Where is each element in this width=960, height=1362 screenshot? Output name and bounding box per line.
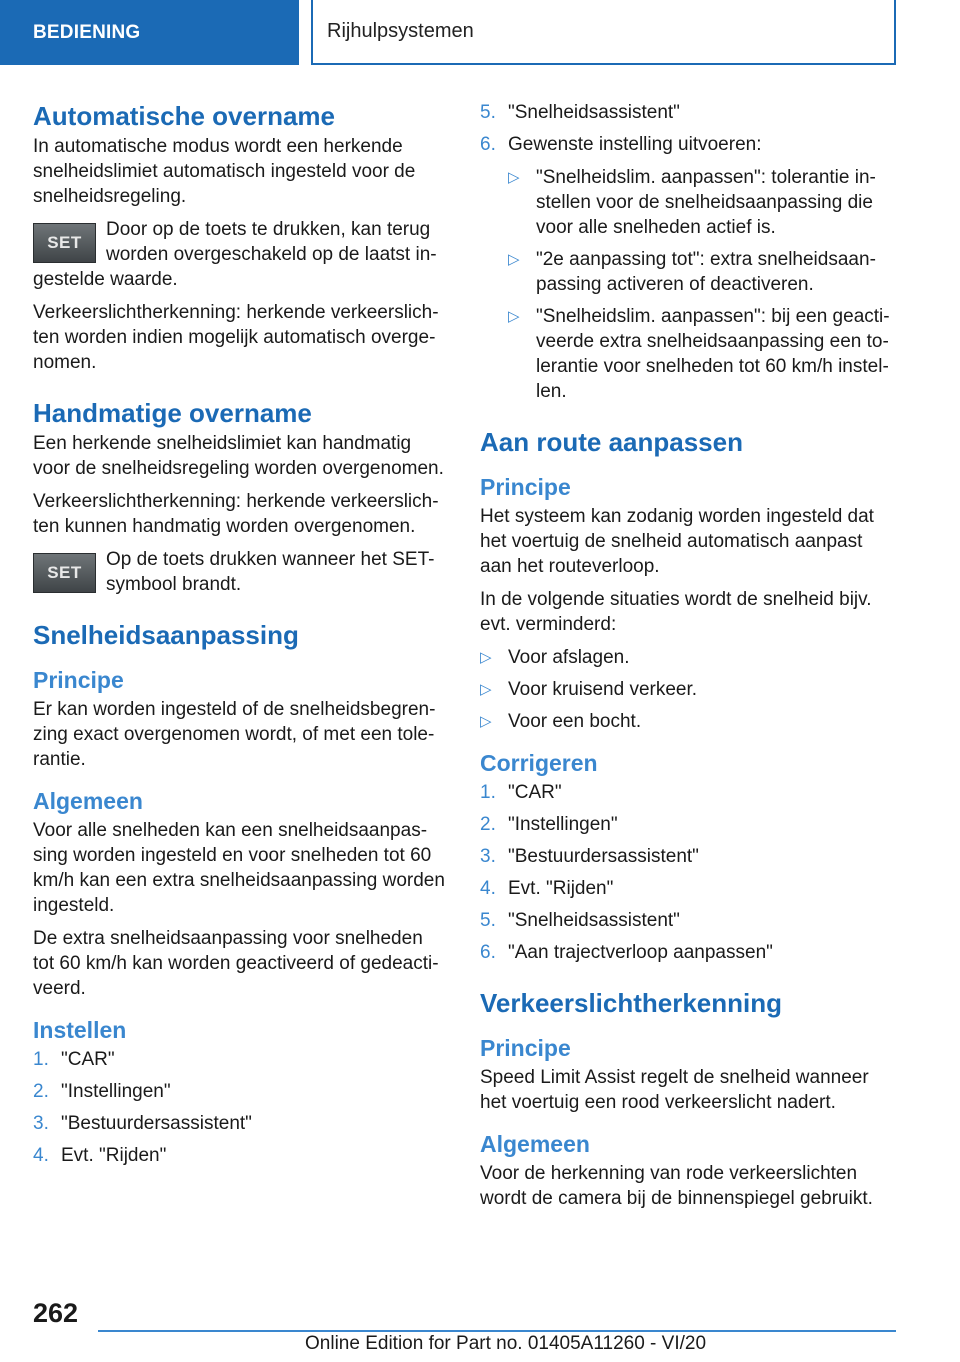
paragraph: Speed Limit Assist regelt de snelheid wanneer het voertuig een rood verkeerslicht nadert. bbox=[480, 1067, 869, 1113]
list-item bbox=[480, 132, 896, 157]
triangle-bullet-icon: ▷ bbox=[508, 308, 520, 325]
footer-edition: Online Edition for Part no. 01405A11260 - VI/20 bbox=[305, 1333, 707, 1354]
step-text: Evt. "Rijden" bbox=[508, 878, 614, 899]
list-item bbox=[33, 1079, 448, 1104]
chapter-tab bbox=[311, 0, 896, 65]
list-item bbox=[33, 1047, 448, 1072]
bullet-text: Voor een bocht. bbox=[508, 711, 642, 732]
heading-automatic-takeover: Automatische overname bbox=[33, 101, 335, 131]
section-label: BEDIENING bbox=[33, 21, 141, 43]
list-item bbox=[480, 908, 896, 933]
set-button-icon: SET bbox=[33, 223, 96, 263]
bullet-text: Voor kruisend verkeer. bbox=[508, 679, 698, 700]
step-text: Gewenste instelling uitvoeren: bbox=[508, 134, 762, 155]
list-item bbox=[33, 1143, 448, 1168]
list-item bbox=[480, 677, 896, 702]
set-instruction-text: Op de toets drukken wanneer het SET-symbool brandt. bbox=[106, 549, 435, 595]
step-number: 5. bbox=[480, 910, 496, 931]
list-item bbox=[508, 304, 896, 404]
step-text: "Bestuurdersassistent" bbox=[508, 846, 699, 867]
step-number: 3. bbox=[480, 846, 496, 867]
set-instruction bbox=[33, 217, 448, 292]
step-number: 4. bbox=[33, 1145, 49, 1166]
paragraph: Voor de herkenning van rode verkeerslichten wordt de camera bij de binnenspiegel gebruikt. bbox=[480, 1163, 873, 1209]
triangle-bullet-icon: ▷ bbox=[480, 681, 492, 698]
triangle-bullet-icon: ▷ bbox=[508, 169, 520, 186]
list-item bbox=[480, 100, 896, 125]
footer-divider bbox=[98, 1330, 896, 1332]
step-text: Evt. "Rijden" bbox=[61, 1145, 167, 1166]
list-item bbox=[480, 645, 896, 670]
section-tab bbox=[0, 0, 299, 65]
paragraph: De extra snelheidsaanpassing voor snelheden tot 60 km/h kan worden geactiveerd of gedeactiveerd. bbox=[33, 928, 439, 999]
paragraph: In automatische modus wordt een herkende snelheidslimiet automatisch ingesteld voor de snelheidsregeling. bbox=[33, 136, 416, 207]
subheading-principle: Principe bbox=[33, 667, 124, 693]
step-number: 5. bbox=[480, 102, 496, 123]
step-number: 2. bbox=[480, 814, 496, 835]
step-number: 6. bbox=[480, 134, 496, 155]
setting-options bbox=[508, 165, 896, 404]
setup-steps bbox=[33, 1047, 448, 1168]
list-item bbox=[480, 940, 896, 965]
heading-manual-takeover: Handmatige overname bbox=[33, 398, 312, 428]
subheading-general: Algemeen bbox=[33, 788, 143, 814]
paragraph: Er kan worden ingesteld of de snelheidsbegrenzing exact overgenomen wordt, of met een tolerantie. bbox=[33, 699, 436, 770]
list-item bbox=[480, 876, 896, 901]
list-item bbox=[480, 780, 896, 805]
subheading-general: Algemeen bbox=[480, 1131, 590, 1157]
bullet-text: "Snelheidslim. aanpassen": bij een geactiveerde extra snelheidsaanpassing een tolerantie voor snelheden tot 60 km/h instellen. bbox=[536, 306, 890, 402]
step-text: "Aan trajectverloop aanpassen" bbox=[508, 942, 773, 963]
step-number: 2. bbox=[33, 1081, 49, 1102]
step-number: 1. bbox=[33, 1049, 49, 1070]
paragraph: Een herkende snelheidslimiet kan handmatig voor de snelheidsregeling worden overgenomen. bbox=[33, 433, 444, 479]
set-instruction bbox=[33, 547, 448, 597]
paragraph: Voor alle snelheden kan een snelheidsaanpassing worden ingesteld en voor snelheden tot 60 km/h kan een extra snelheidsaanpassing worden ingesteld. bbox=[33, 820, 445, 916]
triangle-bullet-icon: ▷ bbox=[480, 649, 492, 666]
triangle-bullet-icon: ▷ bbox=[508, 251, 520, 268]
list-item bbox=[508, 247, 896, 297]
step-number: 6. bbox=[480, 942, 496, 963]
step-text: "Bestuurdersassistent" bbox=[61, 1113, 252, 1134]
heading-route-adaptation: Aan route aanpassen bbox=[480, 427, 743, 457]
set-instruction-text: Door op de toets te drukken, kan terug worden overgeschakeld op de laatst ingestelde waarde. bbox=[33, 219, 437, 290]
subheading-principle: Principe bbox=[480, 1035, 571, 1061]
page-number: 262 bbox=[33, 1298, 79, 1328]
step-text: "CAR" bbox=[61, 1049, 115, 1070]
situation-list bbox=[480, 645, 896, 734]
subheading-principle: Principe bbox=[480, 474, 571, 500]
setup-steps-continued bbox=[480, 100, 896, 157]
step-text: "Snelheidsassistent" bbox=[508, 102, 680, 123]
subheading-correct: Corrigeren bbox=[480, 750, 598, 776]
bullet-text: Voor afslagen. bbox=[508, 647, 630, 668]
list-item bbox=[33, 1111, 448, 1136]
triangle-bullet-icon: ▷ bbox=[480, 713, 492, 730]
step-text: "Snelheidsassistent" bbox=[508, 910, 680, 931]
step-number: 4. bbox=[480, 878, 496, 899]
left-column bbox=[33, 100, 448, 1176]
paragraph: Verkeerslichtherkenning: herkende verkeerslichten kunnen handmatig worden overgenomen. bbox=[33, 491, 439, 537]
paragraph: Verkeerslichtherkenning: herkende verkeerslichten worden indien mogelijk automatisch overgenomen. bbox=[33, 302, 439, 373]
list-item bbox=[480, 709, 896, 734]
heading-traffic-light-recognition: Verkeerslichtherkenning bbox=[480, 988, 783, 1018]
step-text: "Instellingen" bbox=[508, 814, 618, 835]
heading-speed-adaptation: Snelheidsaanpassing bbox=[33, 620, 299, 650]
list-item bbox=[480, 844, 896, 869]
subheading-setup: Instellen bbox=[33, 1017, 127, 1043]
list-item bbox=[508, 165, 896, 240]
chapter-label: Rijhulpsystemen bbox=[327, 20, 474, 42]
right-column bbox=[480, 100, 896, 1219]
correct-steps bbox=[480, 780, 896, 965]
paragraph: In de volgende situaties wordt de snelheid bijv. evt. verminderd: bbox=[480, 589, 872, 635]
step-text: "Instellingen" bbox=[61, 1081, 171, 1102]
bullet-text: "Snelheidslim. aanpassen": tolerantie instellen voor de snelheidsaanpassing die voor alle snelheden actief is. bbox=[536, 167, 876, 238]
set-button-icon: SET bbox=[33, 553, 96, 593]
list-item bbox=[480, 812, 896, 837]
step-number: 1. bbox=[480, 782, 496, 803]
step-number: 3. bbox=[33, 1113, 49, 1134]
bullet-text: "2e aanpassing tot": extra snelheidsaanpassing activeren of deactiveren. bbox=[536, 249, 876, 295]
step-text: "CAR" bbox=[508, 782, 562, 803]
paragraph: Het systeem kan zodanig worden ingesteld dat het voertuig de snelheid automatisch aanpast aan het routeverloop. bbox=[480, 506, 874, 577]
